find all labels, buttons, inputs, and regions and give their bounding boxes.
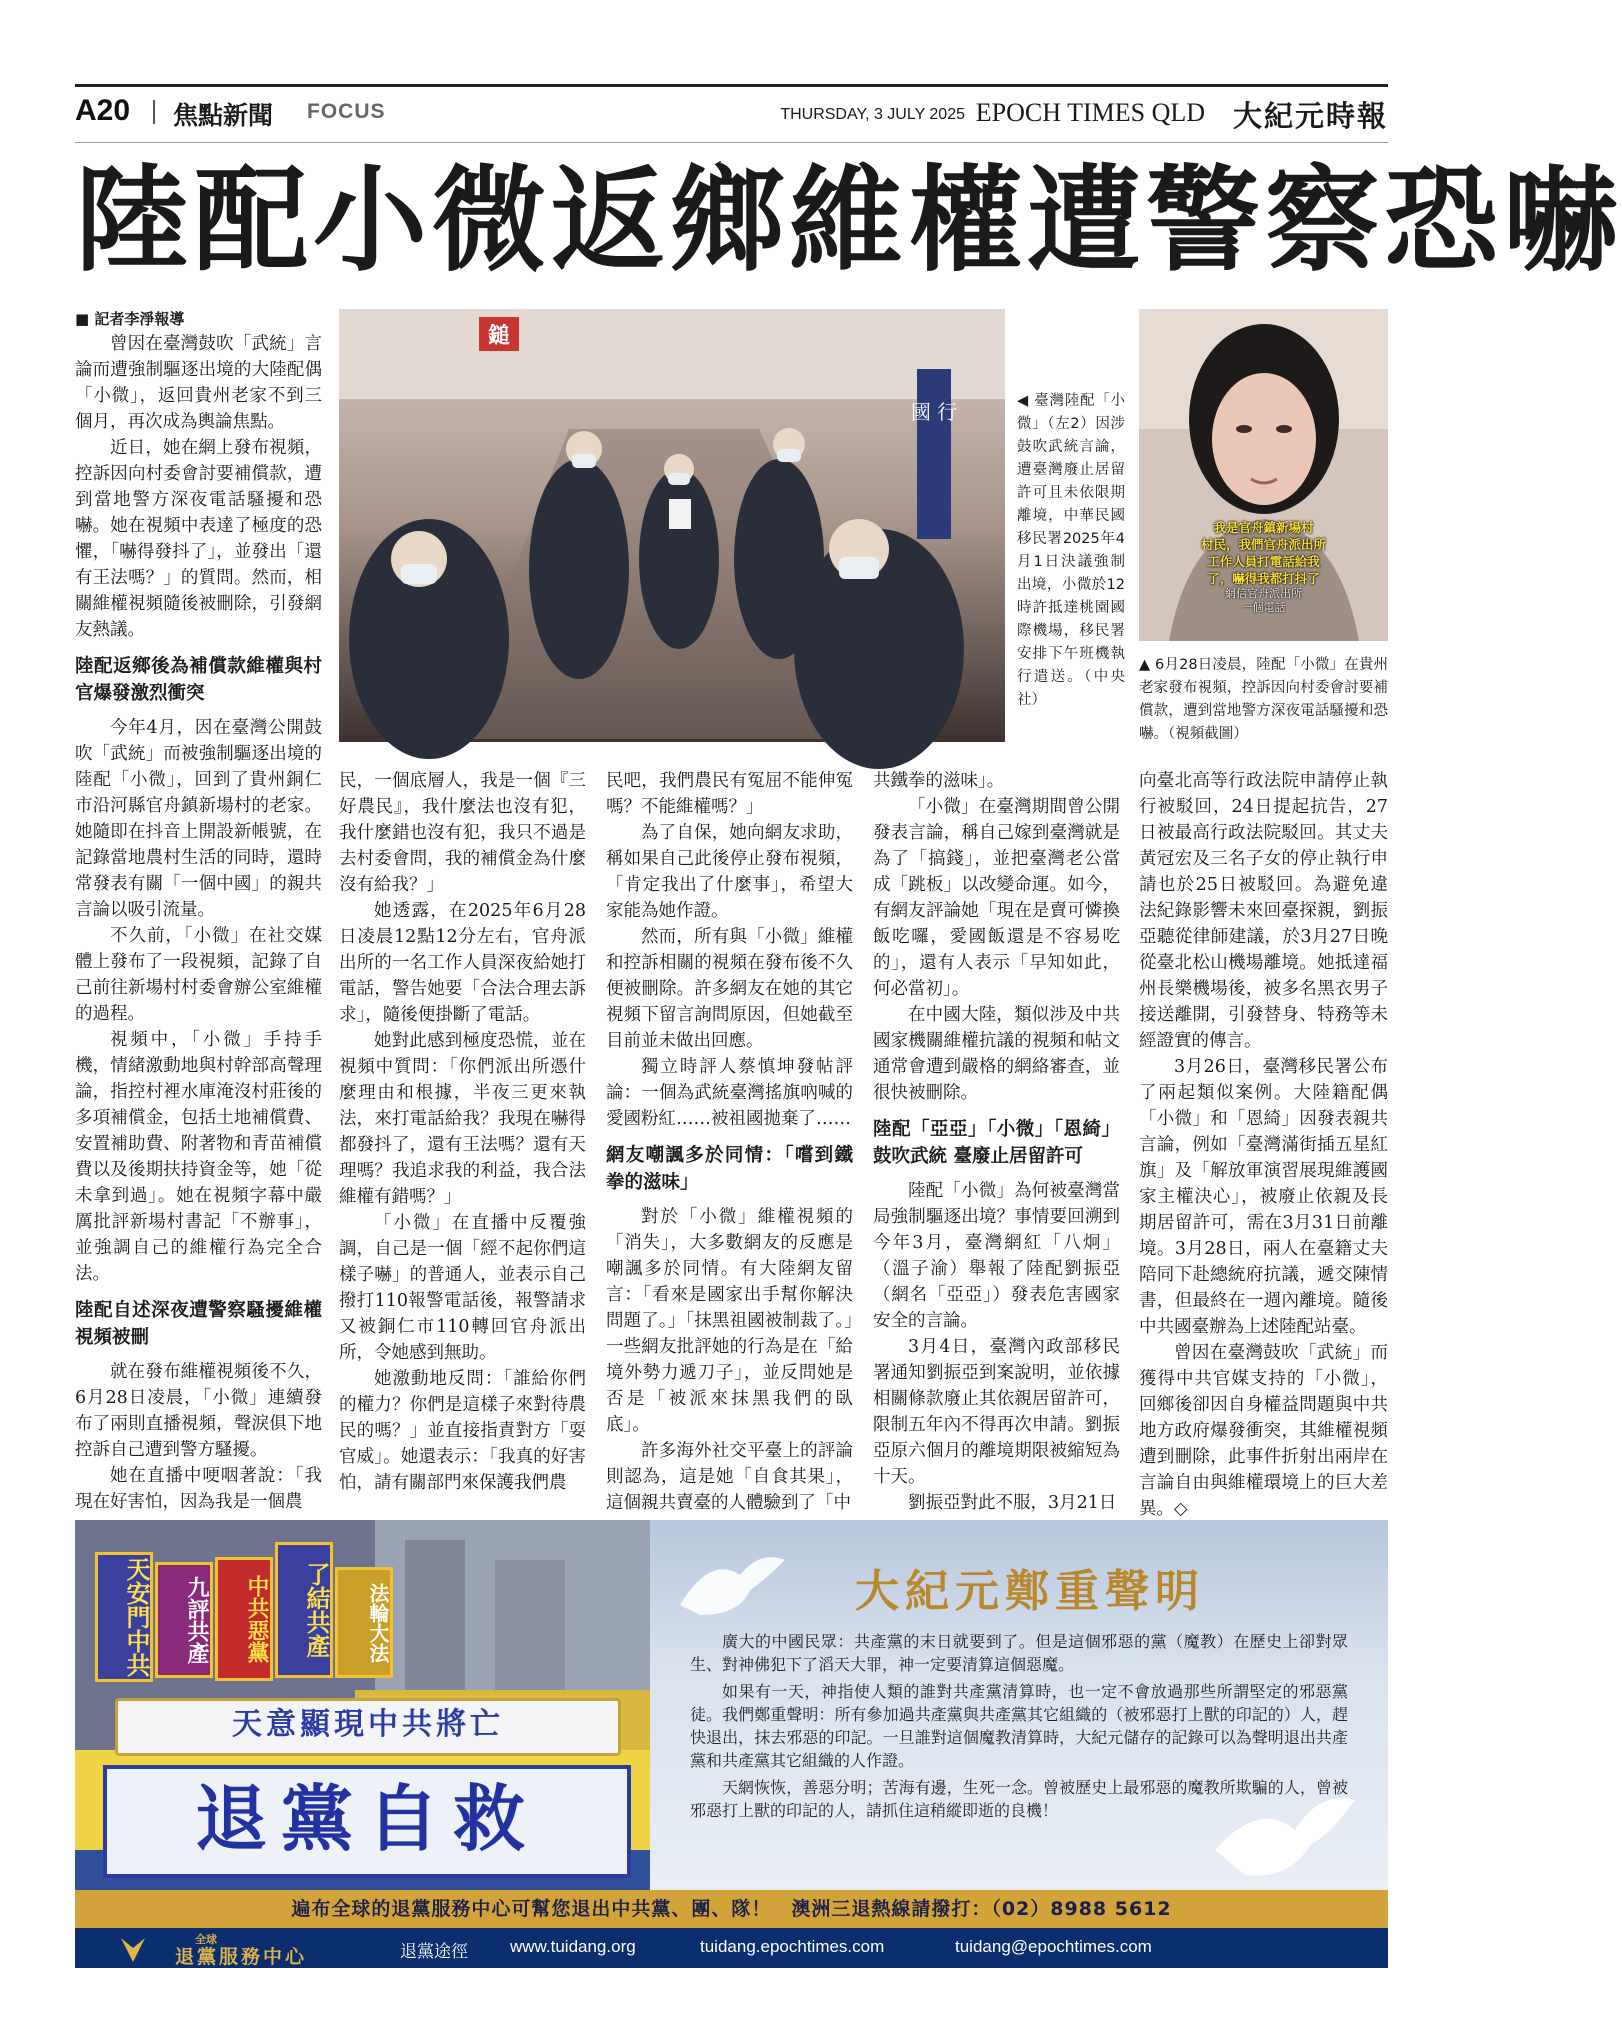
link-tuidang-org[interactable]: www.tuidang.org [510,1937,636,1956]
article-column-4 [873,768,1120,1516]
overlay-line: 工作人員打電話給我 [1207,554,1320,569]
paragraph: 為了自保，她向網友求助，稱如果自己此後停止發布視頻，「肯定我出了什麼事」，希望大家能為她作證。 [606,823,853,921]
banner: 天安門中共 [95,1552,153,1682]
issue-date: THURSDAY, 3 JULY 2025 [780,106,965,123]
sign-left: 鎚 [487,324,511,349]
headline: 陸配小微返鄉維權遭警察恐嚇 [75,153,1622,287]
paragraph: 陸配「小微」為何被臺灣當局強制驅逐出境？事情要回溯到今年3月，臺灣網紅「八炯」（溫子渝）舉報了陸配劉振亞（網名「亞亞」）發表危害國家安全的言論。 [873,1181,1120,1331]
header-rule [75,142,1388,143]
video-screenshot [1139,309,1388,641]
paragraph: 向臺北高等行政法院申請停止執行被駁回，24日提起抗告，27日被最高行政法院駁回。其丈夫黃冠宏及三名子女的停止執行申請也於25日被駁回。為避免違法紀錄影響未來回臺探親，劉振亞聽從律師建議，於3月27日晚從臺北松山機場離境。她抵達福州長樂機場後，被多名黑衣男子接送離開，引發替身、特務等未經證實的傳言。 [1139,771,1388,1051]
subtitle-overlay [1149,519,1378,615]
page-number: A20 [75,94,131,127]
byline: ■ 記者李淨報導 [75,310,185,328]
paragraph: 她對此感到極度恐慌，並在視頻中質問：「你們派出所憑什麼理由和根據，半夜三更來執法，來打電話給我？我現在嚇得都發抖了，還有王法嗎？還有天理嗎？我追求我的利益，我合法維權有錯嗎？」 [339,1031,586,1207]
banner-group [95,1542,395,1682]
paragraph: 共鐵拳的滋味」。 [873,771,1005,791]
paragraph: 今年4月，因在臺灣公開鼓吹「武統」而被強制驅逐出境的陸配「小微」，回到了貴州銅仁市沿河縣官舟鎮新場村的老家。她隨即在抖音上開設新帳號，在記錄當地農村生活的同時，還時常發表有關「一個中國」的親共言論以吸引流量。 [75,718,322,920]
paragraph: 對於「小微」維權視頻的「消失」，大多數網友的反應是嘲諷多於同情。有大陸網友留言：「看來是國家出手幫你解決問題了。」「抹黑祖國被制裁了。」一些網友批評她的行為是在「給境外勢力遞刀子」，並反問她是否是「被派來抹黑我們的臥底」。 [606,1207,853,1435]
slogan-banner: 退黨自救 [103,1765,631,1878]
paragraph: 在中國大陸，類似涉及中共國家機關維權抗議的視頻和帖文通常會遭到嚴格的網絡審查，並很快被刪除。 [873,1005,1120,1103]
main-news-photo [339,309,1005,742]
dove-icon [670,1545,790,1635]
photo-caption-2: ▲ 6月28日凌晨，陸配「小微」在貴州老家發布視頻，控訴因向村委會討要補償款，遭到當地警方深夜電話騷擾和恐嚇。（視頻截圖） [1139,657,1388,742]
section-title: 焦點新聞 [173,101,274,130]
publication-name: EPOCH TIMES QLD [975,98,1205,127]
paragraph: 「小微」在臺灣期間曾公開發表言論，稱自己嫁到臺灣就是為了「搞錢」，並把臺灣老公當成「跳板」以改變命運。如今，有網友評論她「現在是賣可憐換飯吃囉，愛國飯還是不容易吃的」，還有人表示「早知如此，何必當初」。 [873,797,1120,999]
paragraph: 近日，她在網上發布視頻，控訴因向村委會討要補償款，遭到當地警方深夜電話騷擾和恐嚇。她在視頻中表達了極度的恐懼，「嚇得發抖了」，並發出「還有王法嗎？」的質問。然而，相關維權視頻隨後被刪除，引發網友熱議。 [75,438,322,640]
link-label: 退黨途徑 [400,1942,468,1962]
tuidang-advertisement [75,1520,1388,1968]
statement-title: 大紀元鄭重聲明 [855,1566,1205,1617]
subheading: 陸配返鄉後為補償款維權與村官爆發激烈衝突 [75,656,322,704]
statement-paragraph: 廣大的中國民眾：共產黨的末日就要到了。但是這個邪惡的黨（魔教）在歷史上卻對眾生、對神佛犯下了滔天大罪，神一定要清算這個惡魔。 [690,1632,1348,1674]
paragraph: 民吧，我們農民有冤屈不能伸冤嗎？不能維權嗎？」 [606,771,853,817]
overlay-line: 網信官舟派出所 [1225,587,1302,600]
links-bar [75,1928,1388,1968]
paper-logo: 大紀元時報 [1232,99,1388,133]
center-name: 退黨服務中心 [175,1946,308,1968]
divider [153,100,155,124]
article-column-3 [606,768,853,1516]
parade-banner: 天意顯現中共將亡 [115,1698,621,1756]
overlay-line: 了，嚇得我都打抖了 [1207,571,1320,586]
airport-escort-photo [339,309,1005,742]
hotline-bar [75,1890,1388,1928]
paragraph: 就在發布維權視頻後不久，6月28日凌晨，「小微」連續發布了兩則直播視頻，聲淚俱下地控訴自己遭到警方騷擾。 [75,1362,322,1460]
statement-paragraph: 天網恢恢，善惡分明；苦海有邊，生死一念。曾被歷史上最邪惡的魔教所欺騙的人，曾被邪惡打上獸的印記的人，請抓住這稍縱即逝的良機！ [690,1778,1348,1820]
article-column-5 [1139,768,1388,1522]
statement-paragraph: 如果有一天，神指使人類的誰對共產黨清算時，也一定不會放過那些所謂堅定的邪惡黨徒。我們鄭重聲明：所有參加過共產黨與共產黨其它組織的（被邪惡打上獸的印記的）人，趕快退出，抹去邪惡的印記。一旦誰對這個魔教清算時，大紀元儲存的記錄可以為聲明退出共產黨和共產黨其它組織的人作證。 [690,1682,1348,1770]
photo-caption-1: ◀ 臺灣陸配「小微」（左2）因涉鼓吹武統言論，遭臺灣廢止居留許可且未依限期離境，中華民國移民署2025年4月1日決議強制出境，小微於12時許抵達桃園國際機場，移民署安排下午班機執行遣送。（中央社） [1017,393,1125,708]
parade-photo [75,1520,650,1890]
paragraph: 然而，所有與「小微」維權和控訴相關的視頻在發布後不久便被刪除。許多網友在她的其它視頻下留言詢問原因，但她截至目前並未做出回應。 [606,927,853,1051]
banner: 九評共產 [155,1562,213,1678]
paragraph: 3月4日，臺灣內政部移民署通知劉振亞到案說明，並依據相關條款廢止其依親居留許可，限制五年內不得再次申請。劉振亞原六個月的離境期限被縮短為十天。 [873,1337,1120,1487]
paragraph: 曾因在臺灣鼓吹「武統」而獲得中共官媒支持的「小微」，回鄉後卻因自身權益問題與中共地方政府爆發衝突，其維權視頻遭到刪除，此事件折射出兩岸在言論自由與維權環境上的巨大差異。◇ [1139,1343,1388,1519]
overlay-line: 村民，我們官舟派出所 [1200,537,1326,552]
subheading: 陸配「亞亞」「小微」「恩綺」鼓吹武統 臺廢止居留許可 [873,1119,1120,1167]
subheading: 網友嘲諷多於同情：「嚐到鐵拳的滋味」 [606,1145,853,1193]
paragraph: 「小微」在直播中反覆強調，自己是一個「經不起你們這樣子嚇」的普通人，並表示自己撥打110報警電話後，報警請求又被銅仁市110轉回官舟派出所，令她感到無助。 [339,1213,586,1363]
paragraph: 許多海外社交平臺上的評論則認為，這是她「自食其果」，這個親共賣臺的人體驗到了「中 [606,1441,853,1513]
paragraph: 曾因在臺灣鼓吹「武統」言論而遭強制驅逐出境的大陸配偶「小微」，返回貴州老家不到三個月，再次成為輿論焦點。 [75,334,322,432]
paragraph: 3月26日，臺灣移民署公布了兩起類似案例。大陸籍配偶「小微」和「恩綺」因發表親共言論，例如「臺灣滿街插五星紅旗」及「解放軍演習展現維護國家主權決心」，被廢止依親及長期居留許可，需在3月31日前離境。3月28日，兩人在臺籍丈夫陪同下赴總統府抗議，遞交陳情書，但最終在一週內離境。隨後中共國臺辦為上述陸配站臺。 [1139,1057,1388,1337]
phoenix-icon [113,1932,153,1964]
link-tuidang-email[interactable]: tuidang@epochtimes.com [955,1937,1152,1956]
article-column-2 [339,768,586,1496]
paragraph: 獨立時評人蔡慎坤發帖評論：一個為武統臺灣搖旗吶喊的愛國粉紅……被祖國拋棄了…… [606,1057,853,1129]
paragraph: 她在直播中哽咽著說：「我現在好害怕，因為我是一個農 [75,1466,322,1512]
overlay-line: 一個電話 [1241,601,1286,614]
section-english: FOCUS [307,100,386,123]
paragraph: 民，一個底層人，我是一個『三好農民』，我什麼法也沒有犯，我什麼錯也沒有犯，我只不過是去村委會問，我的補償金為什麼沒有給我？」 [339,771,586,895]
hotline-text: 遍布全球的退黨服務中心可幫您退出中共黨、團、隊！ 澳洲三退熱線請撥打：（02）8988 5612 [291,1898,1172,1920]
paragraph: 視頻中，「小微」手持手機，情緒激動地與村幹部高聲理論，指控村裡水庫淹沒村莊後的多項補償金，包括土地補償費、安置補助費、附著物和青苗補償費以及後期扶持資金等，她「從未拿到過」。她在視頻字幕中嚴厲批評新場村書記「不辦事」，並強調自己的維權行為完全合法。 [75,1030,322,1284]
statement-panel [650,1520,1388,1890]
masthead [75,94,1388,140]
banner: 了結共產 [275,1542,333,1678]
paragraph: 劉振亞對此不服，3月21日 [908,1493,1117,1513]
banner: 法輪大法 [335,1567,393,1678]
paragraph: 她激動地反問：「誰給你們的權力？你們是這樣子來對待農民的嗎？」並直接指責對方「耍官威」。她還表示：「我真的好害怕，請有關部門來保護我們農 [339,1369,586,1493]
subheading: 陸配自述深夜遭警察騷擾維權視頻被刪 [75,1300,322,1348]
top-rule [75,84,1388,87]
paragraph: 她透露，在2025年6月28日凌晨12點12分左右，官舟派出所的一名工作人員深夜給她打電話，警告她要「合法合理去訴求」，隨後便掛斷了電話。 [339,901,586,1025]
paragraph: 不久前，「小微」在社交媒體上發布了一段視頻，記錄了自己前往新場村村委會辦公室維權的過程。 [75,926,322,1024]
center-label-small: 全球 [195,1933,217,1946]
article-column-1 [75,308,322,1515]
banner: 中共惡黨 [215,1557,273,1681]
dove-icon [1210,1780,1360,1890]
link-tuidang-epochtimes[interactable]: tuidang.epochtimes.com [700,1937,885,1956]
sign-right: 國 行 [910,400,958,424]
overlay-line: 我是官舟鎮新場村 [1213,520,1314,535]
